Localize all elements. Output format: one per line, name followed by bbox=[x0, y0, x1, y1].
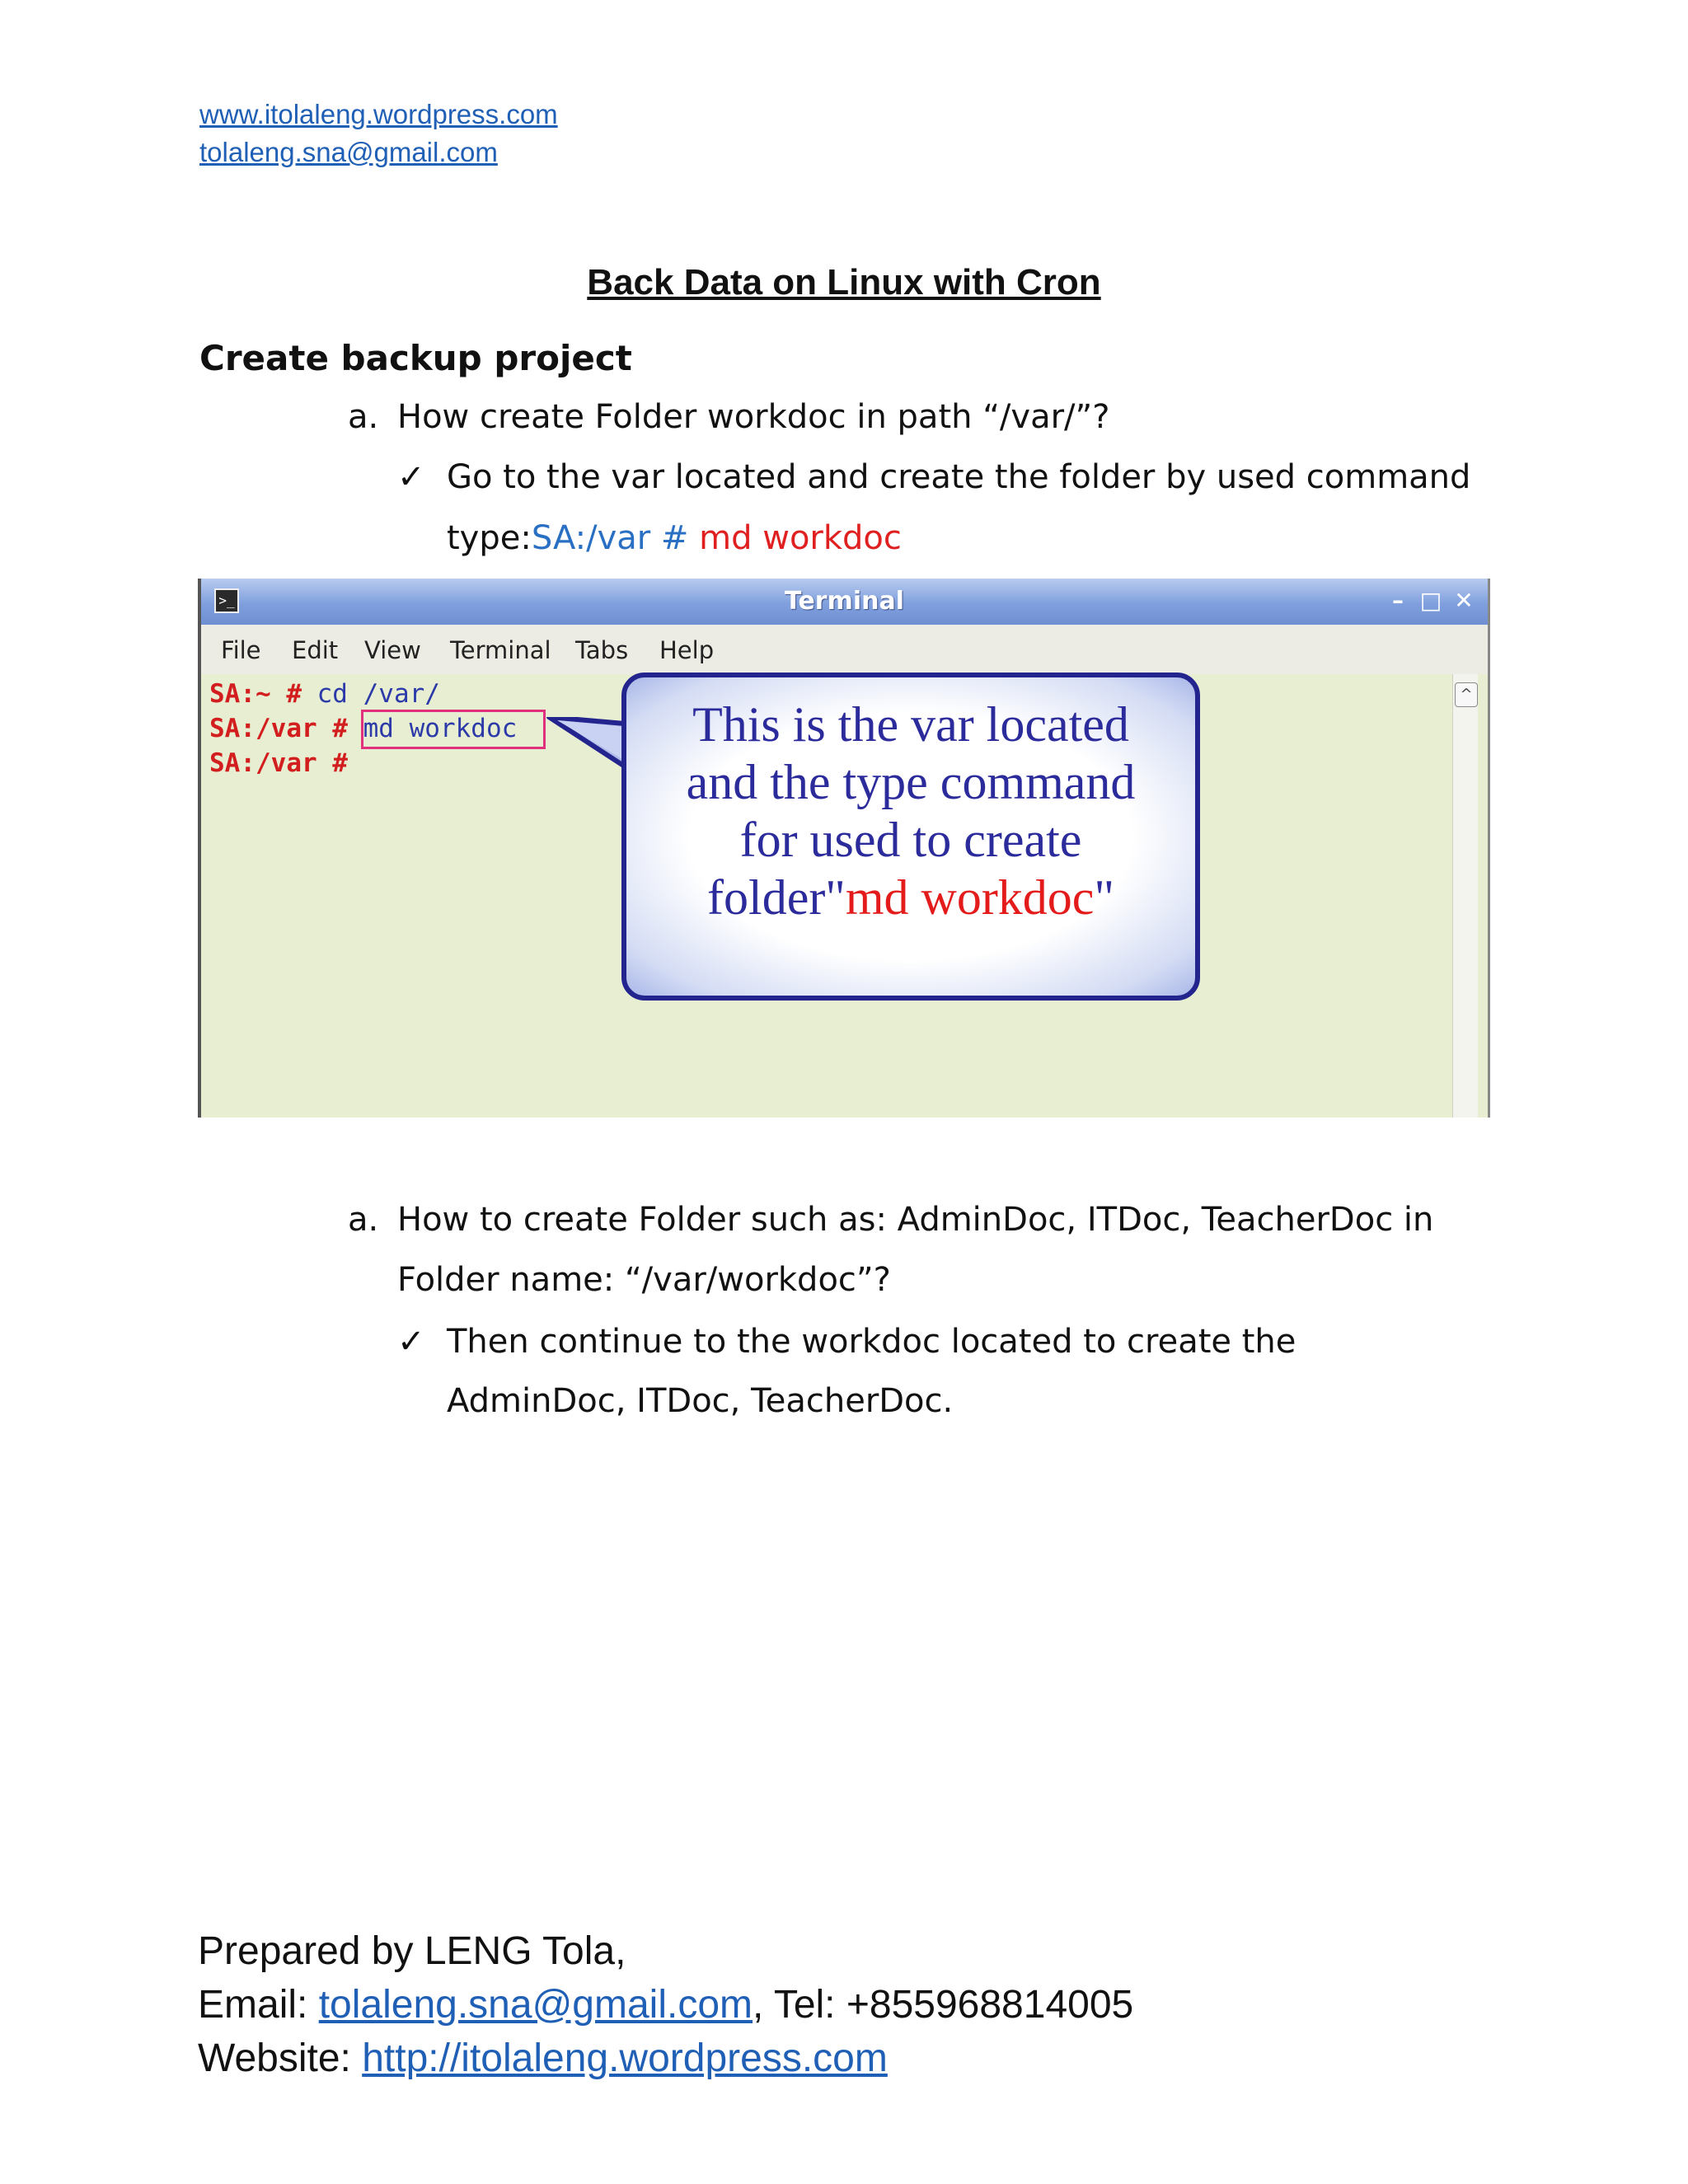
item1-step-line1: Go to the var located and create the folder by used command bbox=[447, 458, 1471, 496]
item2-question-line1: How to create Folder such as: AdminDoc, ITDoc, TeacherDoc in bbox=[397, 1201, 1434, 1239]
item2-step-line2: AdminDoc, ITDoc, TeacherDoc. bbox=[447, 1382, 954, 1420]
footer-website-link[interactable]: http://itolaleng.wordpress.com bbox=[362, 2036, 888, 2080]
item1-question: How create Folder workdoc in path “/var/”? bbox=[397, 398, 1110, 436]
callout-bubble bbox=[621, 673, 1200, 1001]
maximize-icon[interactable]: □ bbox=[1419, 587, 1442, 614]
item2-question-line2: Folder name: “/var/workdoc”? bbox=[397, 1261, 891, 1299]
callout-line1: This is the var located bbox=[692, 697, 1129, 752]
item2-marker: a. bbox=[348, 1201, 379, 1239]
terminal-command: cd /var/ bbox=[301, 679, 440, 709]
terminal-prompt: SA:/var # bbox=[209, 714, 348, 743]
footer-website bbox=[198, 2036, 888, 2081]
minimize-icon[interactable]: – bbox=[1392, 587, 1404, 614]
menu-edit[interactable]: Edit bbox=[292, 636, 339, 664]
terminal-line bbox=[209, 748, 348, 778]
terminal-menubar bbox=[201, 625, 1488, 675]
footer-website-label: Website: bbox=[198, 2036, 363, 2080]
callout-line3: for used to create bbox=[739, 813, 1082, 867]
terminal-command: md workdoc bbox=[347, 714, 518, 743]
command-highlight-box bbox=[361, 710, 546, 749]
footer-email-link[interactable]: tolaleng.sna@gmail.com bbox=[318, 1983, 753, 2027]
section-heading: Create backup project bbox=[199, 338, 632, 378]
footer-email-label: Email: bbox=[198, 1983, 319, 2027]
menu-help[interactable]: Help bbox=[659, 636, 715, 664]
item2-step-line1: Then continue to the workdoc located to create the bbox=[447, 1323, 1296, 1361]
footer-contact bbox=[198, 1982, 1133, 2027]
terminal-title: Terminal bbox=[784, 587, 905, 616]
callout-line4-prefix: folder" bbox=[707, 870, 846, 925]
item1-step-command: md workdoc bbox=[699, 519, 902, 557]
close-icon[interactable]: ✕ bbox=[1454, 587, 1474, 614]
callout-line4 bbox=[626, 869, 1195, 926]
terminal-prompt: SA:~ # bbox=[209, 679, 302, 709]
footer-tel: , Tel: +855968814005 bbox=[753, 1983, 1134, 2027]
page-title-text: Back Data on Linux with Cron bbox=[587, 262, 1101, 302]
header-email-link[interactable]: tolaleng.sna@gmail.com bbox=[199, 137, 498, 167]
header-website-link[interactable]: www.itolaleng.wordpress.com bbox=[199, 99, 558, 129]
page-title bbox=[198, 262, 1490, 303]
item1-check-icon: ✓ bbox=[397, 458, 425, 496]
item1-step-prefix: type: bbox=[447, 519, 532, 557]
footer-prepared-by: Prepared by LENG Tola, bbox=[198, 1929, 626, 1973]
terminal-titlebar bbox=[201, 579, 1488, 625]
terminal-app-icon: >_ bbox=[214, 588, 239, 613]
item1-step-command-prompt: SA:/var # bbox=[531, 519, 689, 557]
callout-pointer bbox=[541, 717, 631, 783]
menu-terminal[interactable]: Terminal bbox=[450, 636, 551, 664]
menu-tabs[interactable]: Tabs bbox=[575, 636, 629, 664]
callout-line2: and the type command bbox=[686, 755, 1136, 809]
item2-check-icon: ✓ bbox=[397, 1323, 425, 1361]
item1-marker: a. bbox=[348, 398, 379, 436]
callout-line4-suffix: " bbox=[1094, 870, 1114, 925]
terminal-line bbox=[209, 679, 440, 709]
menu-file[interactable]: File bbox=[221, 636, 261, 664]
callout-line4-highlight: md workdoc bbox=[845, 870, 1095, 925]
item1-step-line2 bbox=[447, 519, 902, 557]
terminal-scrollbar[interactable] bbox=[1452, 674, 1478, 1118]
terminal-prompt: SA:/var # bbox=[209, 748, 348, 778]
scroll-up-icon[interactable]: ^ bbox=[1455, 682, 1478, 707]
menu-view[interactable]: View bbox=[364, 636, 421, 664]
